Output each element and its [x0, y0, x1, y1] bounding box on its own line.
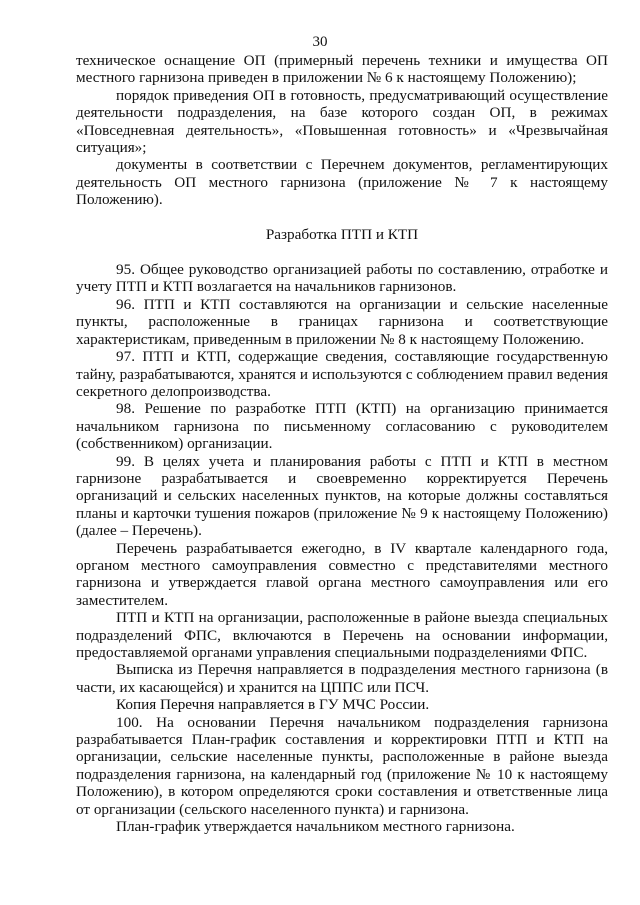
paragraph-100: 100. На основании Перечня начальником подразделения гарнизона разрабатывается План-график составления и корректировки ПТП и КТП на организации, сельские населенные пункты, расположенные в районе выезда подразделения гарнизона, на календарный год (приложение № 10 к настоящему Положению), в котором определяются сроки составления и ответственные лица от организации (сельского населенного пункта) и гарнизона. [76, 713, 608, 818]
paragraph-97: 97. ПТП и КТП, содержащие сведения, составляющие государственную тайну, разрабатываются, хранятся и используются с соблюдением правил ведения секретного делопроизводства. [76, 348, 608, 400]
page-number: 30 [312, 34, 328, 50]
intro-paragraph-3: документы в соответствии с Перечнем документов, регламентирующих деятельность ОП местного гарнизона (приложение № 7 к настоящему Положению). [76, 156, 608, 209]
paragraph-99-copy: Копия Перечня направляется в ГУ МЧС России. [116, 696, 430, 714]
paragraph-99: 99. В целях учета и планирования работы с ПТП и КТП в местном гарнизоне разрабатывается и своевременно корректируется Перечень организаций и сельских населенных пунктов, на которые должны составляться планы и карточки тушения пожаров (приложение № 9 к настоящему Положению) (далее – Перечень). [76, 452, 608, 540]
paragraph-99-extract: Выписка из Перечня направляется в подразделения местного гарнизона (в части, их касающейся) и хранится на ЦППС или ПСЧ. [76, 661, 608, 696]
section-heading: Разработка ПТП и КТП [265, 225, 419, 243]
document-body [76, 52, 608, 835]
paragraph-99-fps-inclusion: ПТП и КТП на организации, расположенные в районе выезда специальных подразделений ФПС, включаются в Перечень на основании информации, предоставляемой органами управления специальными подразделениями ФПС. [76, 609, 608, 661]
paragraph-95: 95. Общее руководство организацией работы по составлению, отработке и учету ПТП и КТП возлагается на начальников гарнизонов. [76, 261, 608, 296]
intro-paragraph-1: техническое оснащение ОП (примерный перечень техники и имущества ОП местного гарнизона приведен в приложении № 6 к настоящему Положению); [76, 52, 608, 87]
paragraph-100-approval: План-график утверждается начальником местного гарнизона. [116, 818, 515, 836]
paragraph-98: 98. Решение по разработке ПТП (КТП) на организацию принимается начальником гарнизона по письменному согласованию с руководителем (собственником) организации. [76, 400, 608, 453]
intro-paragraph-2: порядок приведения ОП в готовность, предусматривающий осуществление деятельности подразделения, на базе которого создан ОП, в режимах «Повседневная деятельность», «Повышенная готовность» и «Чрезвычайная ситуация»; [76, 86, 608, 157]
paragraph-99-list-schedule: Перечень разрабатывается ежегодно, в IV квартале календарного года, органом местного самоуправления совместно с представителями местного гарнизона и утверждается главой органа местного самоуправления или его заместителем. [76, 539, 608, 609]
paragraph-96: 96. ПТП и КТП составляются на организации и сельские населенные пункты, расположенные в границах гарнизона и соответствующие характеристикам, приведенным в приложении № 8 к настоящему Положению. [76, 295, 608, 348]
